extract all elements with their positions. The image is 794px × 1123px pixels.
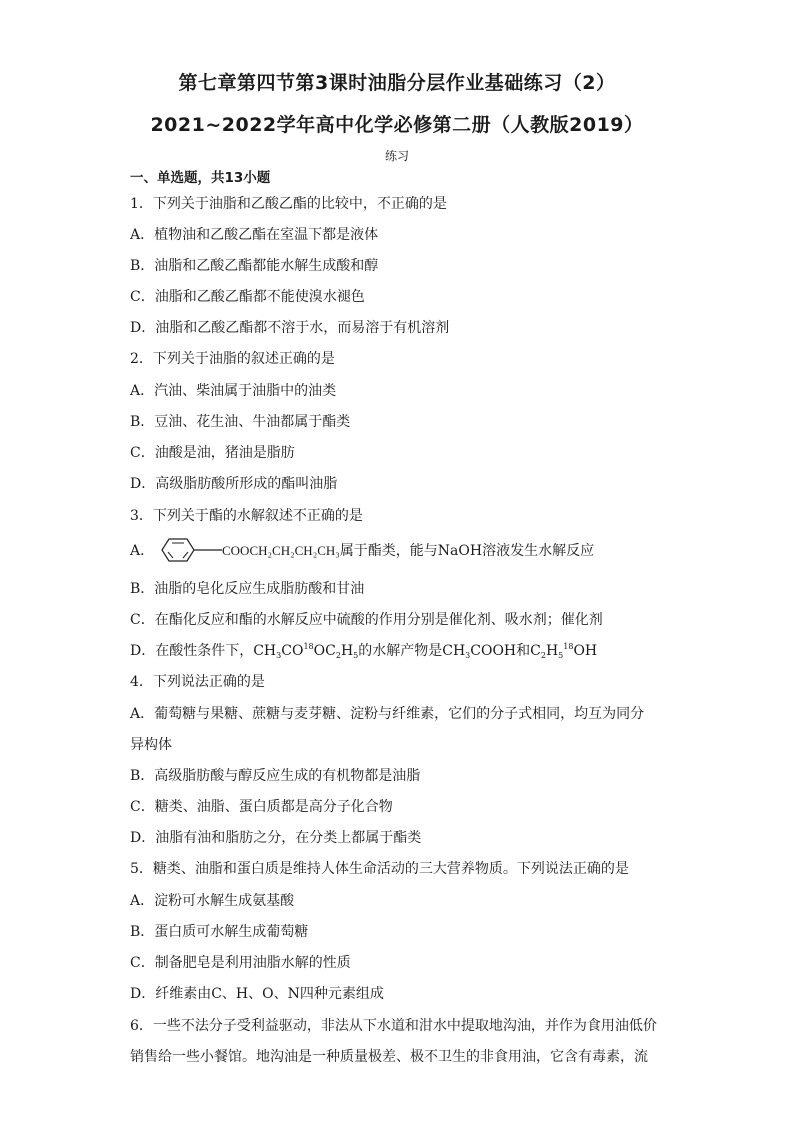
question-5-stem: 5．糖类、油脂和蛋白质是维持人体生命活动的三大营养物质。下列说法正确的是	[130, 861, 629, 877]
document-subtitle: 练习	[384, 149, 409, 163]
question-3-option-a-text: 属于酯类，能与NaOH溶液发生水解反应	[339, 543, 595, 559]
question-6-line2: 销售给一些小餐馆。地沟油是一种质量极差、极不卫生的非食用油，它含有毒素，流	[130, 1049, 648, 1065]
question-1-option-a: A．植物油和乙酸乙酯在室温下都是液体	[130, 227, 379, 243]
question-4-option-d: D．油脂有油和脂肪之分，在分类上都属于酯类	[130, 830, 422, 846]
question-2-option-c: C．油酸是油，猪油是脂肪	[130, 445, 295, 461]
section-heading: 一、单选题，共13小题	[130, 170, 271, 186]
question-2-option-b: B．豆油、花生油、牛油都属于酯类	[130, 414, 351, 430]
question-1-option-b: B．油脂和乙酸乙酯都能水解生成酸和醇	[130, 258, 379, 274]
benzene-ring-structure	[160, 538, 222, 562]
question-4-option-b: B．高级脂肪酸与醇反应生成的有机物都是油脂	[130, 768, 421, 784]
question-5-option-a: A．淀粉可水解生成氨基酸	[130, 893, 295, 909]
question-1-option-d: D．油脂和乙酸乙酯都不溶于水，而易溶于有机溶剂	[130, 320, 450, 336]
question-5-option-c: C．制备肥皂是利用油脂水解的性质	[130, 955, 351, 971]
question-4-option-c: C．糖类、油脂、蛋白质都是高分子化合物	[130, 799, 393, 815]
question-4-stem: 4．下列说法正确的是	[130, 674, 265, 690]
question-2-option-a: A．汽油、柴油属于油脂中的油类	[130, 383, 337, 399]
question-1-stem: 1．下列关于油脂和乙酸乙酯的比较中，不正确的是	[130, 196, 447, 212]
question-3-option-d: D．在酸性条件下，$CH_3CO^{18}OC_2H_5$的水解产物是$CH_3COOH$和$C_2H_5^{18}OH$	[130, 642, 598, 660]
document-title-line2: 2021~2022学年高中化学必修第二册（人教版2019）	[150, 114, 644, 136]
question-4-option-a-line2: 异构体	[130, 737, 172, 753]
question-3-stem: 3．下列关于酯的水解叙述不正确的是	[130, 508, 363, 524]
question-3-option-a-label: A．	[130, 543, 155, 559]
question-4-option-a-line1: A．葡萄糖与果糖、蔗糖与麦芽糖、淀粉与纤维素，它们的分子式相同，均互为同分	[130, 706, 645, 722]
question-3-option-c: C．在酯化反应和酯的水解反应中硫酸的作用分别是催化剂、吸水剂；催化剂	[130, 612, 603, 628]
question-5-option-b: B．蛋白质可水解生成葡萄糖	[130, 924, 309, 940]
question-1-option-c: C．油脂和乙酸乙酯都不能使溴水褪色	[130, 289, 365, 305]
document-title-line1: 第七章第四节第3课时油脂分层作业基础练习（2）	[178, 72, 616, 94]
question-2-option-d: D．高级脂肪酸所形成的酯叫油脂	[130, 476, 338, 492]
question-2-stem: 2．下列关于油脂的叙述正确的是	[130, 351, 335, 367]
ester-formula: COOCH₂CH₂CH₂CH₃	[222, 543, 340, 558]
question-3-option-a-formula	[222, 540, 594, 560]
question-5-option-d: D．纤维素由C、H、O、N四种元素组成	[130, 986, 384, 1002]
question-3-option-b: B．油脂的皂化反应生成脂肪酸和甘油	[130, 581, 365, 597]
question-6-line1: 6．一些不法分子受利益驱动，非法从下水道和泔水中提取地沟油，并作为食用油低价	[130, 1018, 657, 1034]
